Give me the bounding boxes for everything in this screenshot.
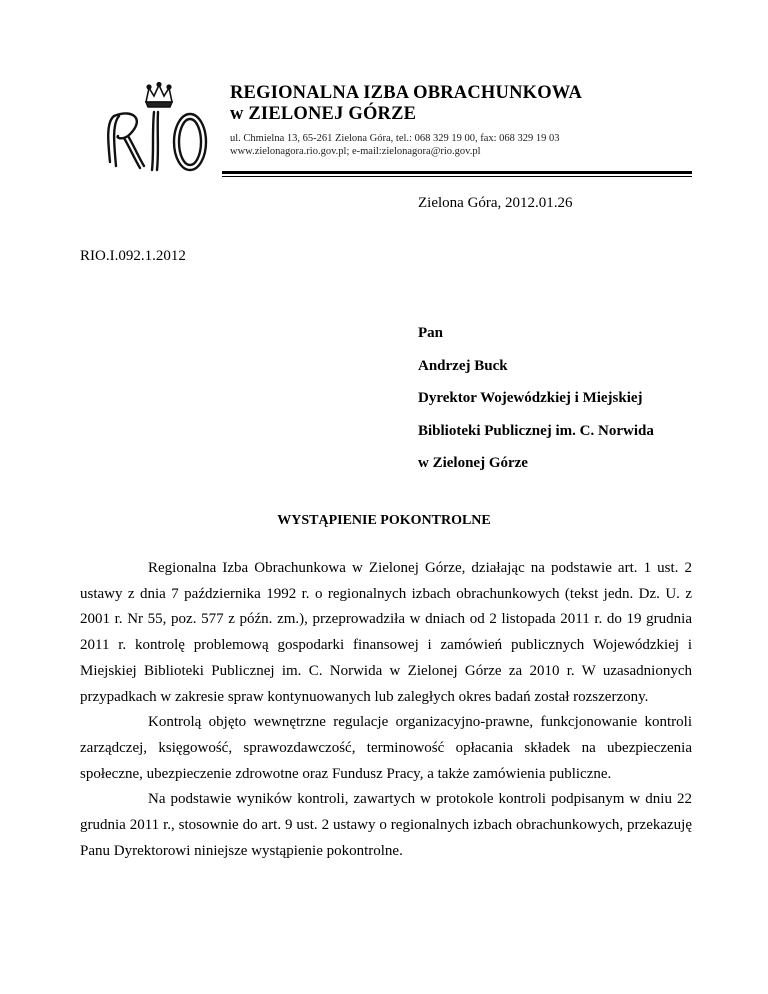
document-body xyxy=(80,556,692,864)
header-divider-thin xyxy=(222,176,692,177)
organization-name-line2: w ZIELONEJ GÓRZE xyxy=(230,104,417,124)
recipient-block xyxy=(418,317,654,480)
contact-address-line: ul. Chmielna 13, 65-261 Zielona Góra, tel.: 068 329 19 00, fax: 068 329 19 03 xyxy=(230,133,560,144)
recipient-name: Andrzej Buck xyxy=(418,357,508,374)
rio-logo xyxy=(100,82,218,178)
contact-web-email-line: www.zielonagora.rio.gov.pl; e-mail:zielonagora@rio.gov.pl xyxy=(230,146,481,157)
recipient-title-line2: Biblioteki Publicznej im. C. Norwida xyxy=(418,422,654,439)
recipient-salutation: Pan xyxy=(418,325,444,341)
document-heading: WYSTĄPIENIE POKONTROLNE xyxy=(277,513,491,528)
organization-contact xyxy=(230,132,560,158)
body-paragraph: Regionalna Izba Obrachunkowa w Zielonej Górze, działając na podstawie art. 1 ust. 2 ustawy z dnia 7 października 1992 r. o regionalnych izbach obrachunkowych (tekst jedn. Dz. U. z 2001 r. Nr 55, poz. 577 z późn. zm.), przeprowadziła w dniach od 2 listopada 2011 r. do 19 grudnia 2011 r. kontrolę problemową gospodarki finansowej i zamówień publicznych Wojewódzkiej i Miejskiej Biblioteki Publicznej im. C. Norwida w Zielonej Górze za 2010 r. W uzasadnionych przypadkach w zakresie spraw kontynuowanych lub zaległych okres badań został rozszerzony. xyxy=(80,560,692,705)
document-date: Zielona Góra, 2012.01.26 xyxy=(418,195,573,211)
body-paragraph: Na podstawie wyników kontroli, zawartych w protokole kontroli podpisanym w dniu 22 grudnia 2011 r., stosownie do art. 9 ust. 2 ustawy o regionalnych izbach obrachunkowych, przekazuję Panu Dyrektorowi niniejsze wystąpienie pokontrolne. xyxy=(80,791,692,859)
recipient-location: w Zielonej Górze xyxy=(418,455,528,471)
header-divider-thick xyxy=(222,171,692,174)
document-reference-number: RIO.I.092.1.2012 xyxy=(80,248,186,264)
organization-name xyxy=(230,83,582,125)
body-paragraph: Kontrolą objęto wewnętrzne regulacje organizacyjno-prawne, funkcjonowanie kontroli zarządczej, księgowość, sprawozdawczość, terminowość opłacania składek na ubezpieczenia społeczne, ubezpieczenie zdrowotne oraz Fundusz Pracy, a także zamówienia publiczne. xyxy=(80,714,692,782)
organization-name-line1: REGIONALNA IZBA OBRACHUNKOWA xyxy=(230,83,583,103)
recipient-title-line1: Dyrektor Wojewódzkiej i Miejskiej xyxy=(418,390,643,406)
crown-logo-icon xyxy=(100,82,218,178)
